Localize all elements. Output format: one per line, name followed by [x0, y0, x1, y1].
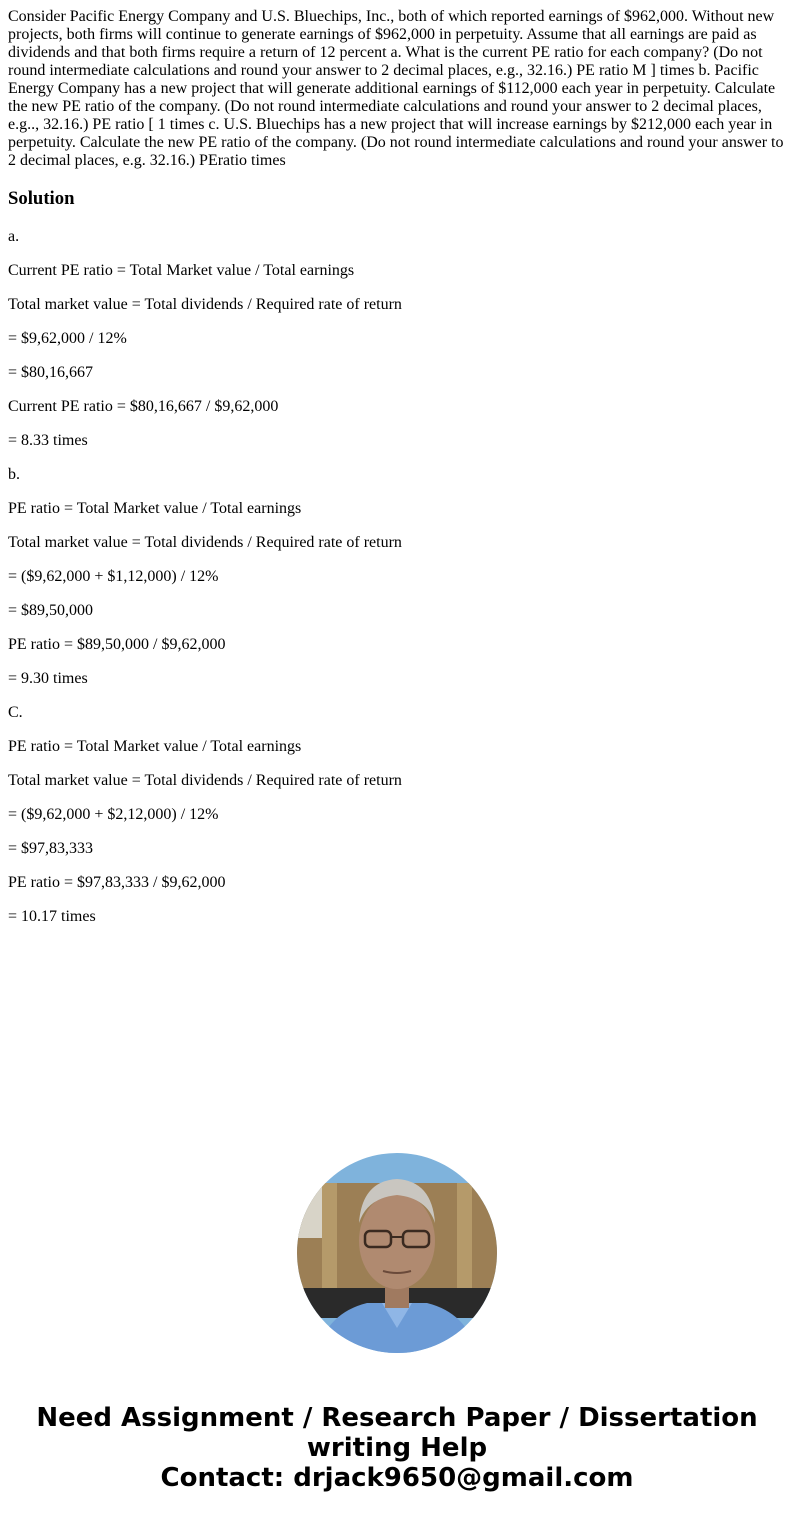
step-result-a: = 8.33 times: [8, 432, 88, 449]
person-photo-icon: [297, 1153, 497, 1353]
question-text: Consider Pacific Energy Company and U.S. Bluechips, Inc., both of which reported earnings of $962,000. Without new projects, both firms will continue to generate earnings of $962,000 in perpetuity. Assume that all earnings are paid as dividends and that both firms require a return of 12 percent a. What is the current PE ratio for each company? (Do not round intermediate calculations and round your answer to 2 decimal places, e.g., 32.16.) PE ratio M ] times b. Pacific Energy Company has a new project that will generate additional earnings of $112,000 each year in perpetuity. Calculate the new PE ratio of the company. (Do not round intermediate calculations and round your answer to 2 decimal places, e.g.., 32.16.) PE ratio [ 1 times c. U.S. Bluechips has a new project that will increase earnings by $212,000 each year in perpetuity. Calculate the new PE ratio of the company. (Do not round intermediate calculations and round your answer to 2 decimal places, e.g. 32.16.) PEratio times: [8, 8, 784, 169]
author-avatar: [297, 1153, 497, 1353]
step-line: = ($9,62,000 + $1,12,000) / 12%: [8, 568, 219, 585]
promo-line: writing Help: [306, 1433, 488, 1463]
step-label-c: C.: [8, 704, 23, 721]
step-line: = $89,50,000: [8, 602, 94, 619]
promo-footer: [0, 1403, 794, 1493]
step-line: Current PE ratio = Total Market value / Total earnings: [8, 262, 355, 279]
step-result-c: = 10.17 times: [8, 908, 96, 925]
step-line: = $80,16,667: [8, 364, 94, 381]
step-label-a: a.: [8, 228, 20, 245]
step-label-b: b.: [8, 466, 20, 483]
step-line: Total market value = Total dividends / Required rate of return: [8, 772, 402, 789]
solution-heading: Solution: [8, 188, 75, 209]
step-line: = $9,62,000 / 12%: [8, 330, 127, 347]
step-line: PE ratio = Total Market value / Total earnings: [8, 738, 302, 755]
step-line: PE ratio = Total Market value / Total earnings: [8, 500, 302, 517]
step-line: = $97,83,333: [8, 840, 94, 857]
solution-steps: [8, 228, 786, 942]
step-line: = ($9,62,000 + $2,12,000) / 12%: [8, 806, 219, 823]
step-result-b: = 9.30 times: [8, 670, 88, 687]
step-line: Total market value = Total dividends / Required rate of return: [8, 296, 402, 313]
step-line: PE ratio = $97,83,333 / $9,62,000: [8, 874, 226, 891]
contact-email: Contact: drjack9650@gmail.com: [160, 1463, 634, 1493]
step-line: PE ratio = $89,50,000 / $9,62,000: [8, 636, 226, 653]
step-line: Total market value = Total dividends / Required rate of return: [8, 534, 402, 551]
promo-line: Need Assignment / Research Paper / Dissertation: [36, 1403, 758, 1433]
step-line: Current PE ratio = $80,16,667 / $9,62,000: [8, 398, 279, 415]
